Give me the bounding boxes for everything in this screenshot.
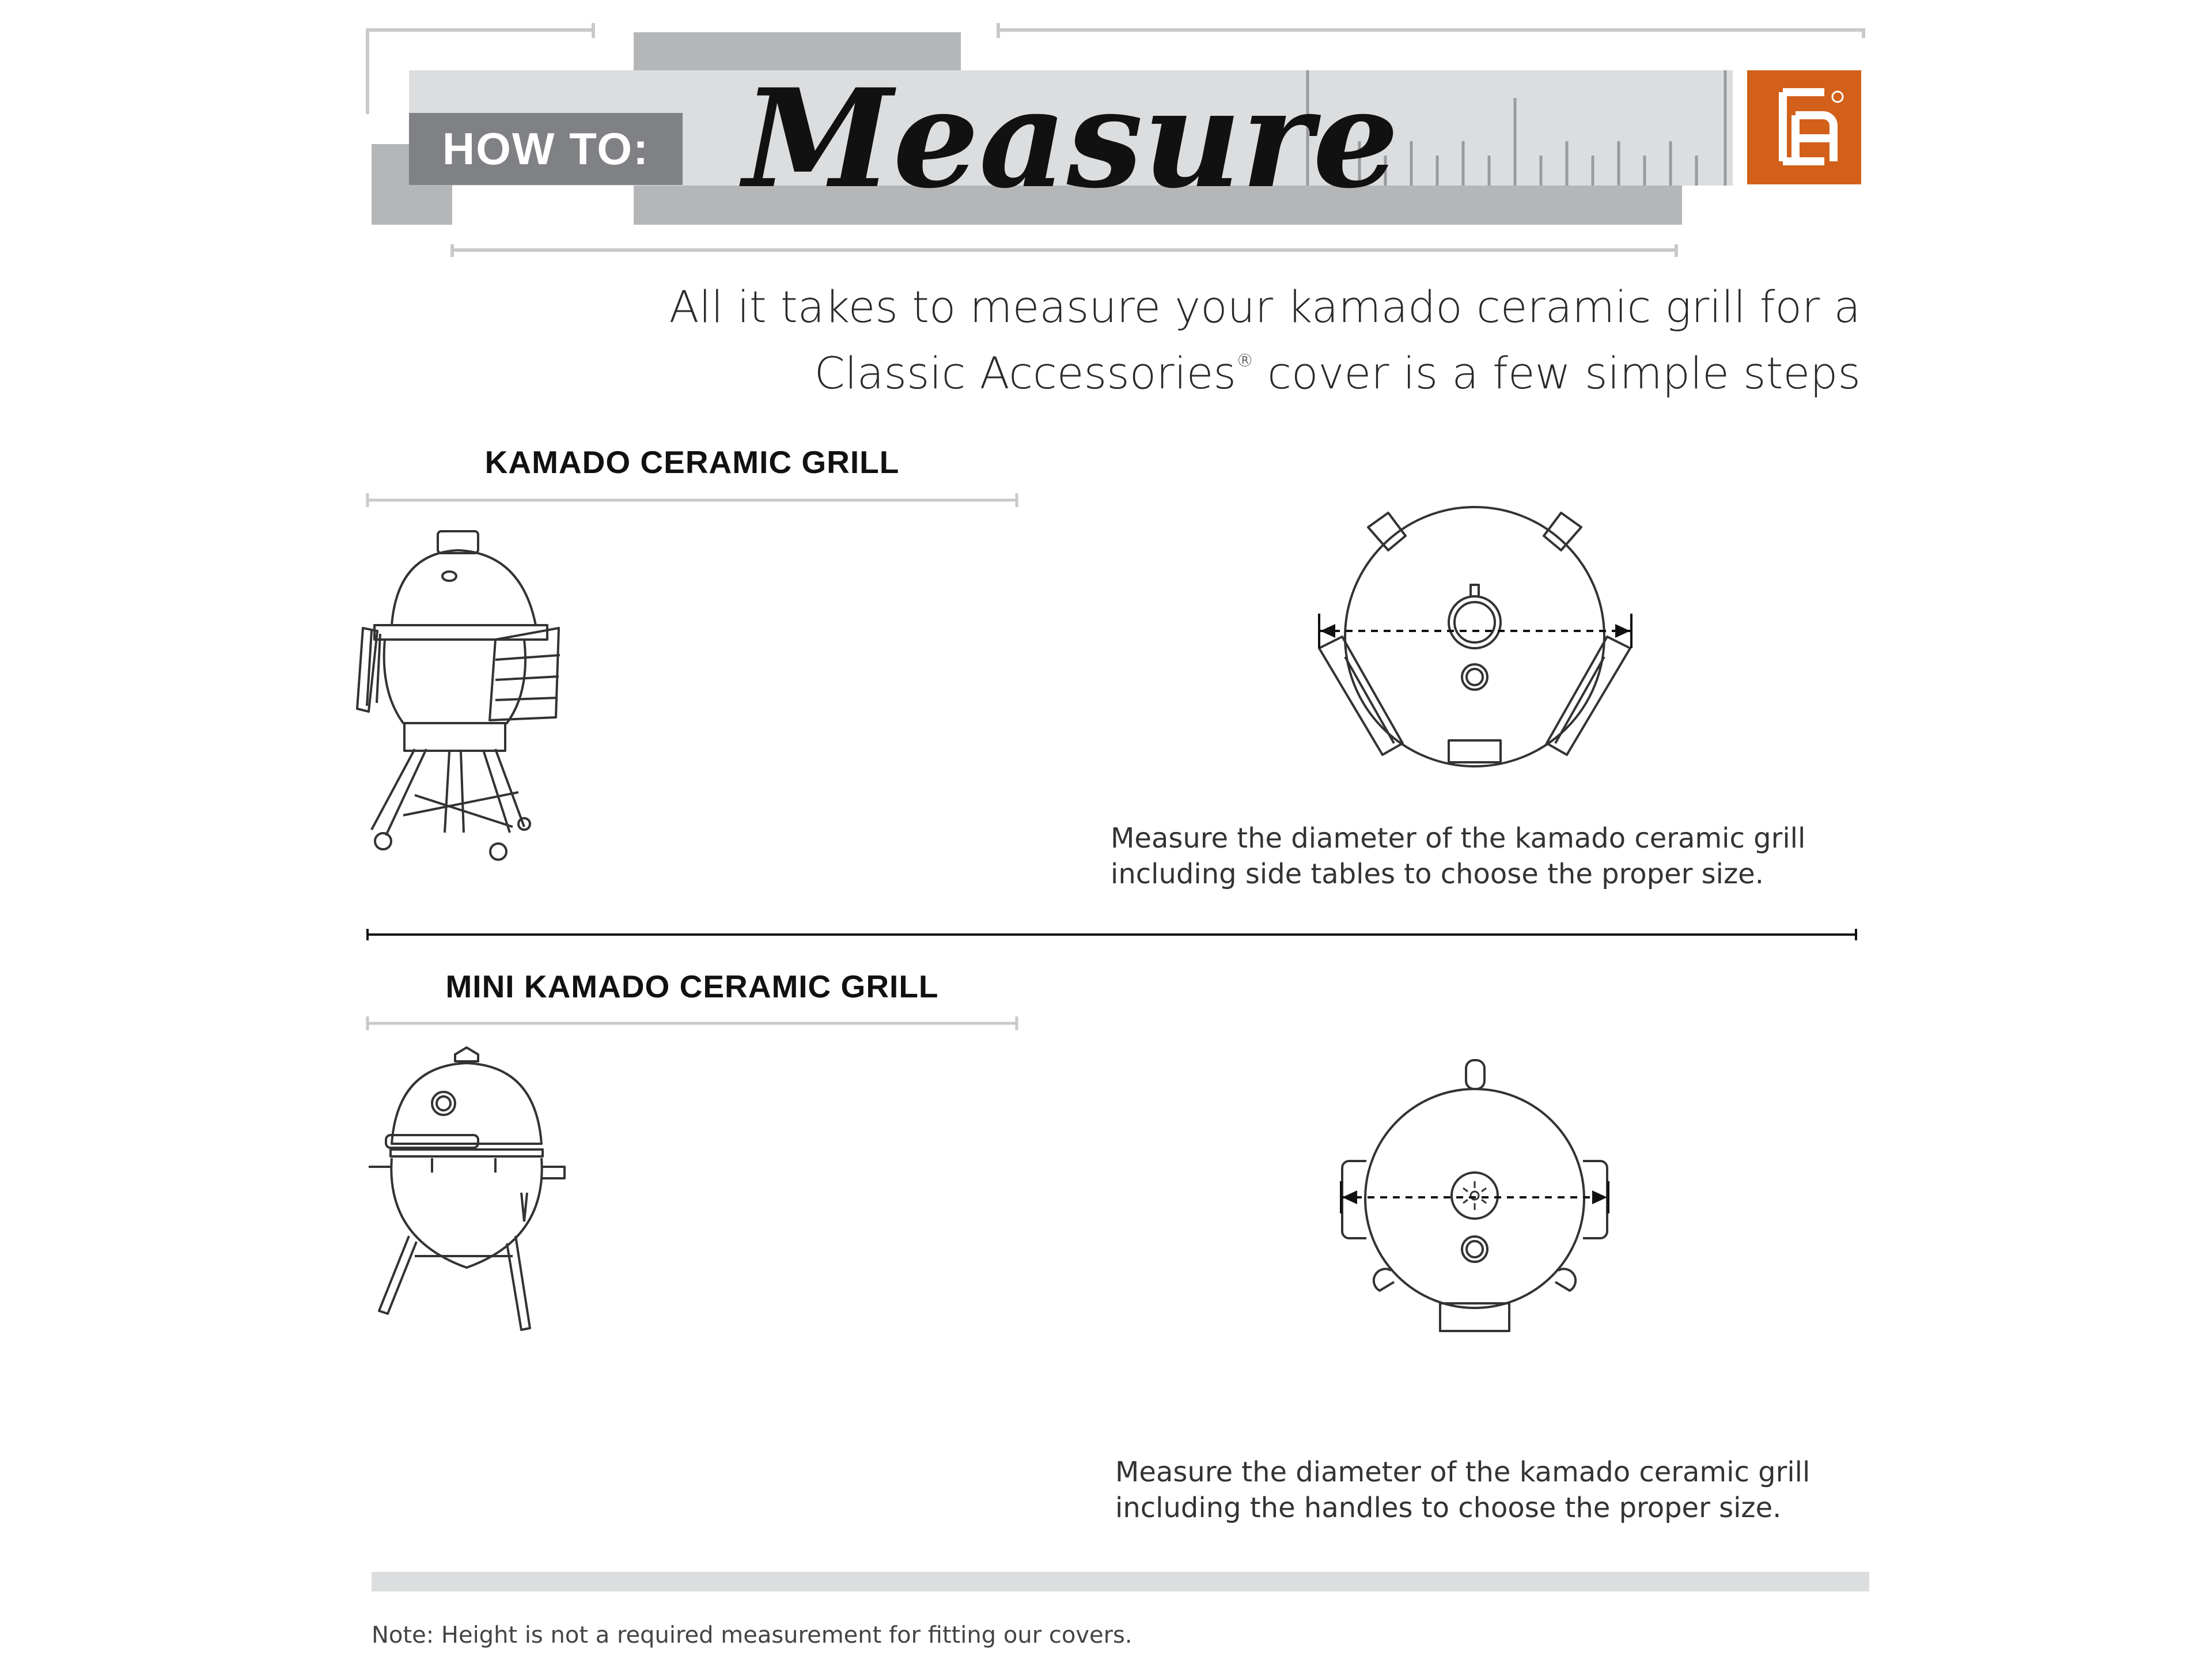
mini-kamado-side-illustration [369, 1048, 565, 1330]
footer-bar [372, 1572, 1869, 1591]
section2-title: MINI KAMADO CERAMIC GRILL [445, 969, 939, 1004]
section1-title: KAMADO CERAMIC GRILL [484, 444, 900, 480]
section1-description: Measure the diameter of the kamado ceramic grill including side tables to choose the proper size. [1111, 822, 1806, 890]
howto-label: HOW TO: [442, 123, 650, 174]
mini-kamado-top-illustration [1342, 1060, 1607, 1331]
section2-description: Measure the diameter of the kamado ceramic grill including the handles to choose the proper size. [1115, 1456, 1810, 1524]
intro-text [593, 280, 1861, 400]
kamado-grill-top-illustration [1319, 507, 1630, 766]
classic-accessories-logo [1747, 70, 1861, 184]
registered-mark: ® [1236, 351, 1253, 371]
kamado-grill-side-illustration [357, 531, 560, 860]
page-title: Measure [743, 59, 1399, 218]
footer-note: Note: Height is not a required measurement for fitting our covers. [372, 1622, 1132, 1648]
svg-text:CA: CA [1830, 70, 1838, 77]
intro-line-2: Classic Accessories® cover is a few simple steps [814, 347, 1861, 399]
intro-line-1: All it takes to measure your kamado ceramic grill for a [669, 281, 1861, 332]
